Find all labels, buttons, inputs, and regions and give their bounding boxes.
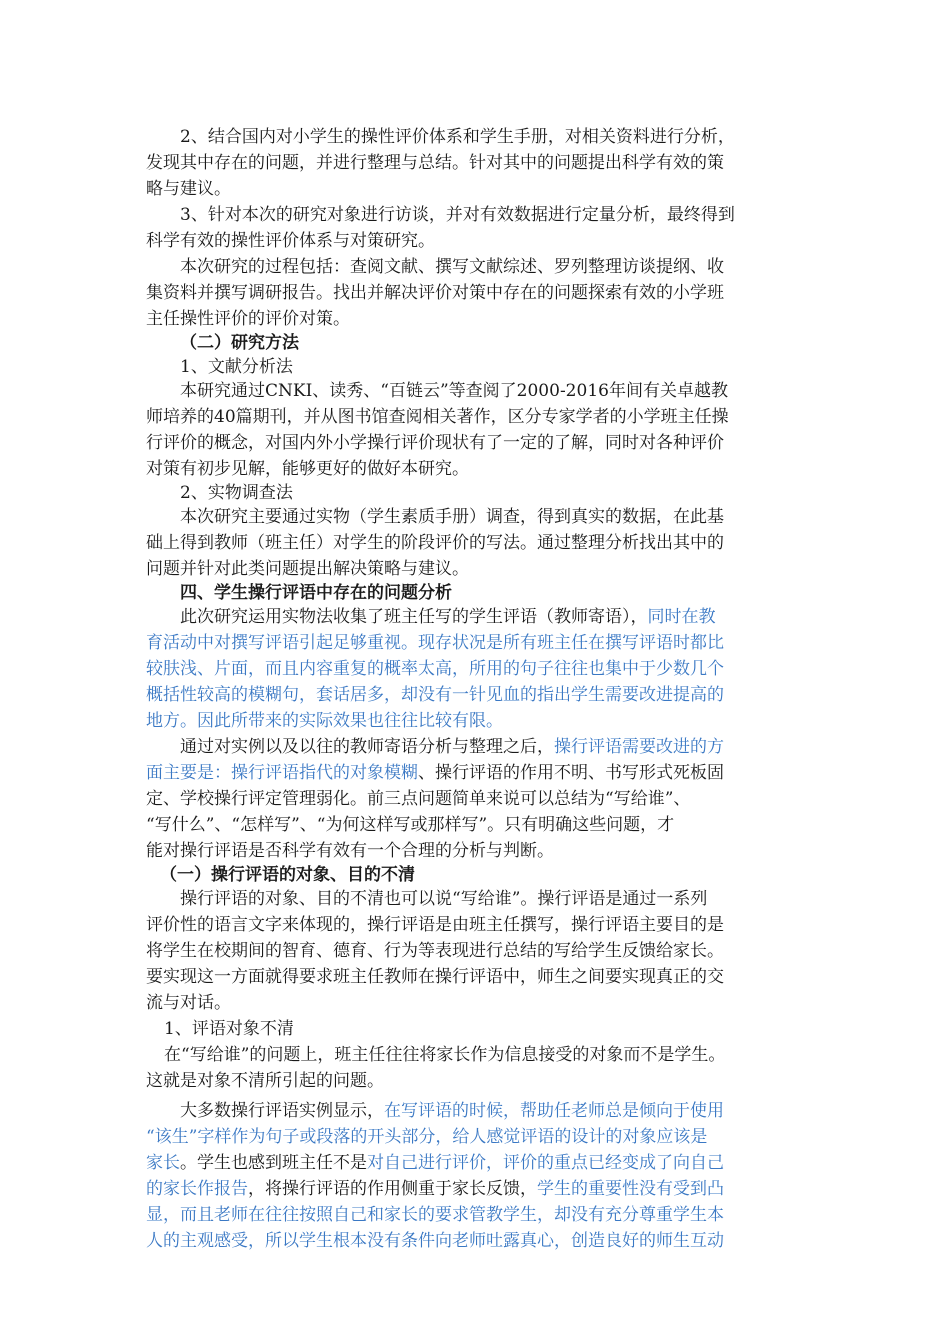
section-heading: （二）研究方法 (180, 333, 299, 353)
paragraph-line: 通过对实例以及以往的教师寄语分析与整理之后，操行评语需要改进的方 (180, 737, 724, 757)
paragraph-line: 家长。学生也感到班主任不是对自己进行评价，评价的重点已经变成了向自己 (146, 1153, 724, 1173)
paragraph-line: 略与建议。 (146, 179, 231, 199)
subsection-heading: 1、评语对象不清 (164, 1019, 294, 1039)
subsection-heading: 1、文献分析法 (180, 357, 293, 377)
paragraph-line: 将学生在校期间的智育、德育、行为等表现进行总结的写给学生反馈给家长。 (146, 941, 724, 961)
paragraph-line: 2、结合国内对小学生的操性评价体系和学生手册，对相关资料进行分析， (180, 127, 735, 147)
paragraph-line: “该生”字样作为句子或段落的开头部分，给人感觉评语的设计的对象应该是 (146, 1127, 708, 1147)
section-heading: 四、学生操行评语中存在的问题分析 (180, 583, 452, 603)
paragraph-line: “写什么”、“怎样写”、“为何这样写或那样写”。只有明确这些问题，才 (146, 815, 675, 835)
paragraph-line: 操行评语的对象、目的不清也可以说“写给谁”。操行评语是通过一系列 (180, 889, 708, 909)
paragraph-line: 人的主观感受，所以学生根本没有条件向老师吐露真心，创造良好的师生互动 (146, 1231, 724, 1251)
paragraph-line: 问题并针对此类问题提出解决策略与建议。 (146, 559, 469, 579)
paragraph-line: 评价性的语言文字来体现的，操行评语是由班主任撰写，操行评语主要目的是 (146, 915, 724, 935)
paragraph-line: 地方。因此所带来的实际效果也往往比较有限。 (146, 711, 503, 731)
paragraph-line: 对策有初步见解，能够更好的做好本研究。 (146, 459, 469, 479)
paragraph-line: 较肤浅、片面，而且内容重复的概率太高，所用的句子往往也集中于少数几个 (146, 659, 724, 679)
paragraph-line: 面主要是：操行评语指代的对象模糊、操行评语的作用不明、书写形式死板固 (146, 763, 724, 783)
paragraph-line: 本研究通过CNKI、读秀、“百链云”等查阅了2000-2016年间有关卓越教 (180, 381, 728, 401)
paragraph-line: 集资料并撰写调研报告。找出并解决评价对策中存在的问题探索有效的小学班 (146, 283, 724, 303)
paragraph-line: 概括性较高的模糊句，套话居多，却没有一针见血的指出学生需要改进提高的 (146, 685, 724, 705)
paragraph-line: 显，而且老师在往往按照自己和家长的要求管教学生，却没有充分尊重学生本 (146, 1205, 724, 1225)
paragraph-line: 大多数操行评语实例显示，在写评语的时候，帮助任老师总是倾向于使用 (180, 1101, 724, 1121)
paragraph-line: 本次研究的过程包括：查阅文献、撰写文献综述、罗列整理访谈提纲、收 (180, 257, 724, 277)
paragraph-line: 此次研究运用实物法收集了班主任写的学生评语（教师寄语），同时在教 (180, 607, 716, 627)
paragraph-line: 3、针对本次的研究对象进行访谈，并对有效数据进行定量分析，最终得到 (180, 205, 735, 225)
paragraph-line: 在“写给谁”的问题上，班主任往往将家长作为信息接受的对象而不是学生。 (164, 1045, 726, 1065)
section-heading: （一）操行评语的对象、目的不清 (160, 865, 415, 885)
paragraph-line: 本次研究主要通过实物（学生素质手册）调查，得到真实的数据，在此基 (180, 507, 724, 527)
paragraph-line: 流与对话。 (146, 993, 231, 1013)
paragraph-line: 行评价的概念，对国内外小学操行评价现状有了一定的了解，同时对各种评价 (146, 433, 724, 453)
paragraph-line: 的家长作报告，将操行评语的作用侧重于家长反馈，学生的重要性没有受到凸 (146, 1179, 724, 1199)
subsection-heading: 2、实物调查法 (180, 483, 293, 503)
paragraph-line: 础上得到教师（班主任）对学生的阶段评价的写法。通过整理分析找出其中的 (146, 533, 724, 553)
paragraph-line: 这就是对象不清所引起的问题。 (146, 1071, 384, 1091)
paragraph-line: 主任操性评价的评价对策。 (146, 309, 350, 329)
paragraph-line: 能对操行评语是否科学有效有一个合理的分析与判断。 (146, 841, 554, 861)
paragraph-line: 定、学校操行评定管理弱化。前三点问题简单来说可以总结为“写给谁”、 (146, 789, 691, 809)
paragraph-line: 科学有效的操性评价体系与对策研究。 (146, 231, 435, 251)
paragraph-line: 要实现这一方面就得要求班主任教师在操行评语中，师生之间要实现真正的交 (146, 967, 724, 987)
paragraph-line: 育活动中对撰写评语引起足够重视。现存状况是所有班主任在撰写评语时都比 (146, 633, 724, 653)
paragraph-line: 师培养的40篇期刊，并从图书馆查阅相关著作，区分专家学者的小学班主任操 (146, 407, 729, 427)
paragraph-line: 发现其中存在的问题，并进行整理与总结。针对其中的问题提出科学有效的策 (146, 153, 724, 173)
